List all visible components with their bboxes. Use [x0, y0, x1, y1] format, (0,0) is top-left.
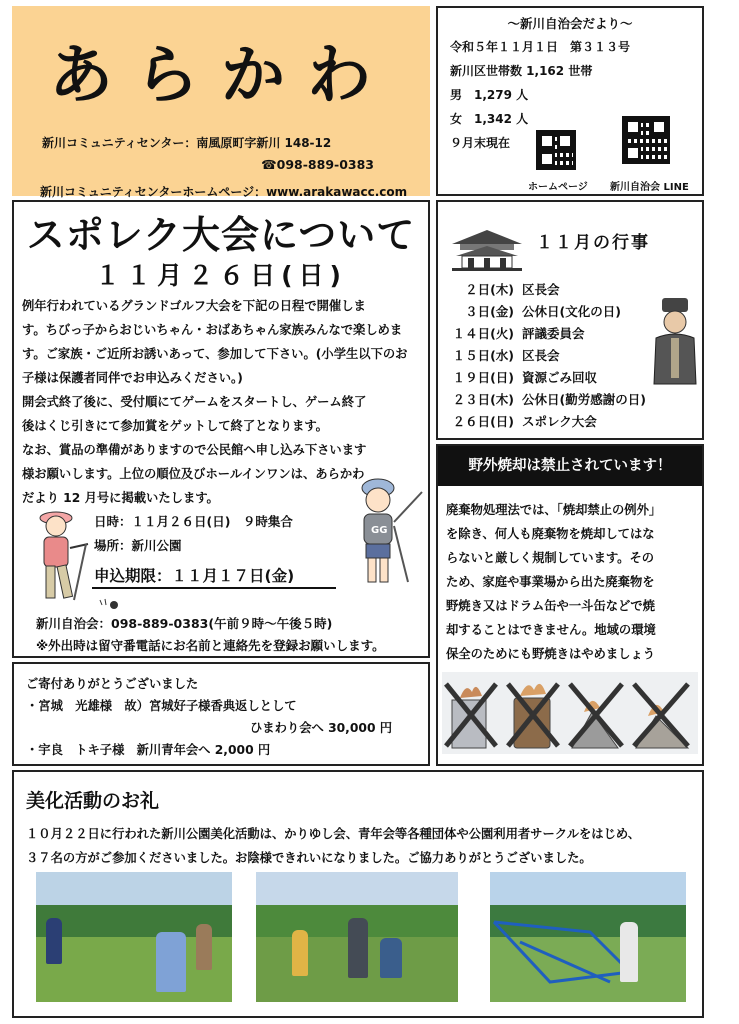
male-count: 男 1,279 人: [450, 88, 529, 102]
donation-entry: ・宇良 トキ子様 新川青年会へ 2,000 円: [26, 743, 271, 757]
event-item: [448, 302, 621, 320]
event-item-date: ２６日(日): [452, 414, 514, 429]
line-qr-code-icon[interactable]: [622, 116, 670, 164]
cleanup-photo-3: [490, 872, 686, 1002]
household-count: 新川区世帯数 1,162 世帯: [450, 64, 593, 78]
article-paragraph: す。ちびっ子からおじいちゃん・おばあちゃん家族みんなで楽しめま: [22, 323, 403, 337]
article-paragraph: 様お願いします。上位の順位及びホールインワンは、あらかわ: [22, 467, 365, 481]
boy-shirt-text: GG: [371, 525, 388, 536]
event-item-date: １５日(水): [452, 348, 514, 363]
donation-entry-recipient: ひまわり会へ 30,000 円: [250, 721, 393, 735]
answering-machine-note: ※外出時は留守番電話にお名前と連絡先を登録お願いします。: [36, 638, 385, 653]
event-item: [448, 412, 597, 430]
line-qr-label: 新川自治会 LINE: [610, 182, 689, 193]
event-item-date: ３日(金): [465, 304, 514, 319]
homepage-qr-code-icon[interactable]: [536, 130, 576, 170]
no-burning-text: らないと厳しく規制しています。その: [446, 551, 655, 565]
issue-info: [436, 6, 704, 196]
shuri-castle-icon: [448, 226, 526, 272]
events-title: １１月の行事: [536, 233, 650, 253]
event-item-name: 評議委員会: [522, 326, 585, 341]
no-burning-title: 野外焼却は禁止されています！: [438, 446, 702, 486]
event-item-name: 資源ごみ回収: [522, 370, 598, 385]
no-burning-text: ため、家庭や事業場から出た廃棄物を: [446, 575, 655, 589]
beautification-text: ３７名の方がご参加くださいました。お陰様できれいになりました。ご協力ありがとうございました。: [26, 851, 592, 865]
event-date: １１月２６日(日): [95, 261, 347, 290]
november-events: [436, 200, 704, 440]
event-item-name: スポレク大会: [522, 414, 597, 429]
golfer-woman-icon: [28, 504, 92, 614]
issue-heading: ～新川自治会だより～: [507, 16, 633, 31]
donation-thanks: [12, 662, 430, 766]
event-item-date: １９日(日): [452, 370, 514, 385]
phone-ring-icon: [98, 598, 120, 610]
ryukyu-king-icon: [650, 294, 700, 390]
event-item: [448, 324, 585, 342]
event-item: [448, 346, 560, 364]
event-item-date: ２日(木): [465, 282, 514, 297]
prohibited-drum-can-icon: [508, 684, 558, 748]
golfer-boy-icon: [350, 472, 426, 594]
beautification-text: １０月２２日に行われた新川公園美化活動は、かりゆし会、青年会等各種団体や公園利用者サークルをはじめ、: [26, 827, 640, 841]
event-venue: 場所：新川公園: [94, 538, 182, 553]
article-paragraph: 後はくじ引きにて参加賞をゲットして終了となります。: [22, 419, 328, 433]
event-item-date: ２３日(木): [452, 392, 514, 407]
event-schedule: 日時：１１月２６日(日) ９時集合: [94, 514, 293, 529]
community-center-homepage[interactable]: 新川コミュニティセンターホームページ：www.arakawacc.com: [40, 185, 408, 199]
contact-phone: 新川自治会：098-889-0383(午前９時～午後５時): [36, 616, 333, 631]
cleanup-photo-2: [256, 872, 458, 1002]
homepage-qr-label: ホームページ: [528, 182, 588, 193]
article-paragraph: 例年行われているグランドゴルフ大会を下記の日程で開催しま: [22, 299, 366, 313]
as-of-date: ９月末現在: [450, 136, 511, 150]
community-center-address: 新川コミュニティセンター：南風原町字新川 148-12: [42, 136, 332, 150]
no-burning-text: 却することはできません。地域の環境: [446, 623, 656, 637]
donation-heading: ご寄付ありがとうございました: [26, 677, 199, 691]
newsletter-title: あらかわ: [49, 38, 393, 113]
cleanup-photo-1: [36, 872, 232, 1002]
event-item-name: 区長会: [522, 348, 560, 363]
event-item-date: １４日(火): [452, 326, 514, 341]
article-paragraph: 開会式終了後に、受付順にてゲームをスタートし、ゲーム終了: [22, 395, 367, 409]
event-item: [448, 390, 646, 408]
article-paragraph: す。ご家族・ご近所お誘いあって、参加して下さい。(小学生以下のお: [22, 347, 408, 361]
no-burning-text: 野焼き又はドラム缶や一斗缶などで焼: [446, 599, 655, 613]
no-burning-text: を除き、何人も廃棄物を焼却してはな: [446, 527, 655, 541]
event-item-name: 区長会: [522, 282, 560, 297]
donation-entry: ・宮城 光雄様 故）宮城好子様香典返しとして: [26, 699, 297, 713]
article-paragraph: だより 12 月号に掲載いたします。: [22, 491, 219, 505]
sports-event-article: [12, 200, 430, 658]
issue-number: 令和５年１１月１日 第３１３号: [450, 40, 631, 54]
no-burning-text: 廃棄物処理法では、「焼却禁止の例外」: [446, 503, 662, 517]
female-count: 女 1,342 人: [450, 112, 529, 126]
deadline-underline: [92, 587, 336, 589]
event-item-name: 公休日(勤労感謝の日): [522, 392, 646, 407]
no-open-burning-notice: [436, 444, 704, 766]
article-paragraph: 子様は保護者同伴でお申込みください。): [22, 371, 243, 385]
event-item-name: 公休日(文化の日): [522, 304, 621, 319]
application-deadline: 申込期限：１１月１７日(金): [94, 567, 295, 585]
beautification-title: 美化活動のお礼: [26, 790, 160, 812]
beautification-thanks: [12, 770, 704, 1018]
event-item: [448, 280, 560, 298]
event-item: [448, 368, 597, 386]
playground-climbing-frame: [490, 902, 686, 1002]
prohibited-burning-icons: [442, 672, 698, 754]
masthead: [12, 6, 430, 199]
no-burning-text: 保全のためにも野焼きはやめましょう: [446, 647, 656, 661]
article-paragraph: なお、賞品の準備がありますので公民館へ申し込み下さいます: [22, 443, 367, 457]
community-center-phone: ☎098-889-0383: [261, 157, 374, 172]
article-headline: スポレク大会について: [26, 213, 416, 257]
